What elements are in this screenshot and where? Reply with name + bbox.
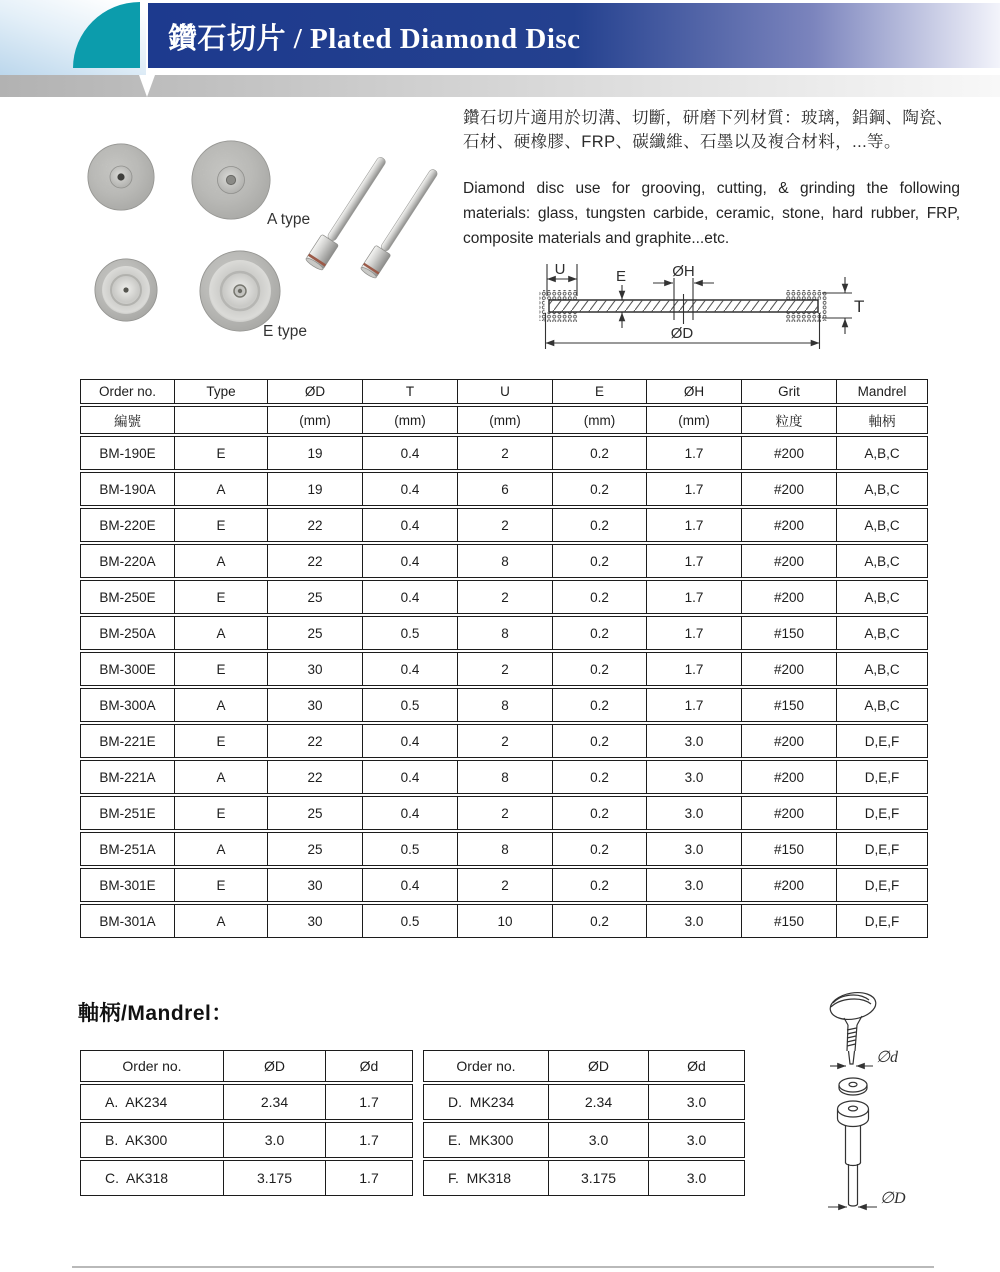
svg-text:ØD: ØD <box>670 325 694 342</box>
svg-text:∅d: ∅d <box>876 1049 898 1066</box>
table-cell: 25 <box>268 796 363 830</box>
table-row <box>80 760 928 794</box>
table-row <box>80 904 928 938</box>
table-cell: BM-300E <box>80 652 175 686</box>
table-cell: 2 <box>458 724 553 758</box>
table-cell: BM-190A <box>80 472 175 506</box>
table-row <box>80 724 928 758</box>
table-cell: 2.34 <box>549 1084 649 1120</box>
table-cell: 8 <box>458 760 553 794</box>
table-row <box>80 868 928 902</box>
table-cell: Type <box>175 379 268 404</box>
svg-text:ØH: ØH <box>672 263 695 280</box>
table-cell: 3.0 <box>647 832 742 866</box>
mandrel-table-header <box>423 1050 745 1082</box>
table-cell: BM-251E <box>80 796 175 830</box>
table-cell: ØH <box>647 379 742 404</box>
table-cell: 1.7 <box>326 1160 413 1196</box>
table-cell: BM-301E <box>80 868 175 902</box>
page-title: 鑽石切片 / Plated Diamond Disc <box>168 23 581 55</box>
table-cell: 1.7 <box>647 508 742 542</box>
table-cell: 3.0 <box>224 1122 326 1158</box>
table-cell: 3.0 <box>647 724 742 758</box>
table-cell: 3.0 <box>649 1084 745 1120</box>
table-row <box>423 1050 745 1082</box>
table-cell: 0.4 <box>363 760 458 794</box>
table-cell: E <box>175 652 268 686</box>
table-cell: 2 <box>458 508 553 542</box>
table-cell: B. AK300 <box>80 1122 224 1158</box>
table-cell: 30 <box>268 904 363 938</box>
table-cell: #200 <box>742 580 837 614</box>
table-cell: #150 <box>742 616 837 650</box>
table-cell: 8 <box>458 544 553 578</box>
table-cell: BM-300A <box>80 688 175 722</box>
table-cell: 0.2 <box>553 688 647 722</box>
disc-cross-section <box>549 278 818 324</box>
table-cell: A,B,C <box>837 508 928 542</box>
table-cell: E <box>553 379 647 404</box>
mandrel-shaft <box>838 1101 869 1206</box>
table-cell: 0.2 <box>553 724 647 758</box>
table-cell: 0.4 <box>363 508 458 542</box>
table-cell: 0.4 <box>363 472 458 506</box>
table-cell: Ød <box>326 1050 413 1082</box>
dimension-t <box>822 277 864 334</box>
table-cell: 19 <box>268 436 363 470</box>
svg-text:U: U <box>554 261 566 278</box>
mandrel-screw <box>828 989 878 1064</box>
table-row <box>423 1084 745 1120</box>
table-cell: 2.34 <box>224 1084 326 1120</box>
spec-table-body <box>80 436 928 938</box>
table-cell: 0.2 <box>553 472 647 506</box>
table-cell: BM-221E <box>80 724 175 758</box>
table-cell: #150 <box>742 832 837 866</box>
table-cell: D,E,F <box>837 796 928 830</box>
table-cell: 0.2 <box>553 868 647 902</box>
table-row <box>423 1160 745 1196</box>
disc-a-large <box>192 141 270 219</box>
table-cell: E <box>175 868 268 902</box>
table-cell: (mm) <box>553 406 647 434</box>
table-row <box>80 652 928 686</box>
mandrel-exploded-diagram <box>800 985 1000 1220</box>
table-cell: #200 <box>742 508 837 542</box>
table-cell: 22 <box>268 544 363 578</box>
table-cell: 1.7 <box>647 544 742 578</box>
table-cell: 0.5 <box>363 832 458 866</box>
table-row <box>80 1084 413 1120</box>
table-cell: Mandrel <box>837 379 928 404</box>
table-cell: 軸柄 <box>837 406 928 434</box>
table-cell: A,B,C <box>837 580 928 614</box>
table-cell: A <box>175 616 268 650</box>
table-cell: Ød <box>649 1050 745 1082</box>
table-cell: A,B,C <box>837 544 928 578</box>
table-cell: 8 <box>458 688 553 722</box>
table-cell: A,B,C <box>837 616 928 650</box>
table-cell: (mm) <box>647 406 742 434</box>
dimension-d <box>546 313 820 349</box>
mandrel-section-heading: 軸柄/Mandrel： <box>78 1002 233 1025</box>
table-cell: #150 <box>742 688 837 722</box>
table-cell: 3.0 <box>647 760 742 794</box>
table-cell: 6 <box>458 472 553 506</box>
table-cell: D. MK234 <box>423 1084 549 1120</box>
disc-a-small <box>88 144 154 210</box>
table-cell: 3.0 <box>647 904 742 938</box>
table-cell: #200 <box>742 796 837 830</box>
table-cell: A <box>175 832 268 866</box>
table-cell: A,B,C <box>837 652 928 686</box>
table-cell <box>175 406 268 434</box>
table-cell: Order no. <box>80 379 175 404</box>
table-row <box>80 1122 413 1158</box>
table-cell: #200 <box>742 724 837 758</box>
mandrel-dim-small <box>830 1049 899 1066</box>
table-cell: 0.2 <box>553 436 647 470</box>
table-cell: 0.4 <box>363 544 458 578</box>
table-cell: 0.4 <box>363 436 458 470</box>
spec-table <box>80 377 928 940</box>
header-notch <box>139 75 155 97</box>
table-cell: 0.5 <box>363 616 458 650</box>
table-cell: #200 <box>742 652 837 686</box>
table-cell: E <box>175 796 268 830</box>
table-cell: BM-251A <box>80 832 175 866</box>
table-cell: ØD <box>268 379 363 404</box>
table-cell: 0.2 <box>553 904 647 938</box>
table-cell: A <box>175 688 268 722</box>
footer-divider <box>72 1266 934 1268</box>
table-cell: BM-250A <box>80 616 175 650</box>
table-cell: 3.0 <box>549 1122 649 1158</box>
table-cell: 3.175 <box>224 1160 326 1196</box>
table-cell: 0.4 <box>363 796 458 830</box>
table-cell: A,B,C <box>837 472 928 506</box>
table-cell: 22 <box>268 724 363 758</box>
table-row <box>80 1160 413 1196</box>
table-cell: #200 <box>742 760 837 794</box>
dimension-h <box>653 263 714 283</box>
table-row <box>80 616 928 650</box>
table-cell: BM-301A <box>80 904 175 938</box>
table-cell: #200 <box>742 544 837 578</box>
table-cell: E <box>175 508 268 542</box>
mandrel-table-body <box>80 1084 413 1196</box>
table-cell: Grit <box>742 379 837 404</box>
mandrel-table-mk <box>423 1048 745 1198</box>
product-photos <box>60 98 460 360</box>
table-cell: 1.7 <box>326 1122 413 1158</box>
table-cell: 0.5 <box>363 688 458 722</box>
table-cell: A <box>175 904 268 938</box>
table-cell: 0.4 <box>363 868 458 902</box>
table-cell: A <box>175 760 268 794</box>
svg-text:E: E <box>615 268 627 285</box>
table-row <box>80 472 928 506</box>
table-cell: 0.2 <box>553 508 647 542</box>
table-cell: 25 <box>268 580 363 614</box>
table-cell: (mm) <box>268 406 363 434</box>
table-cell: 0.4 <box>363 652 458 686</box>
table-cell: U <box>458 379 553 404</box>
table-cell: 30 <box>268 868 363 902</box>
table-cell: BM-220A <box>80 544 175 578</box>
table-cell: 25 <box>268 832 363 866</box>
table-cell: 0.2 <box>553 544 647 578</box>
table-cell: 3.0 <box>647 796 742 830</box>
intro-text-en: Diamond disc use for grooving, cutting, & grinding the following materials: glass, tungsten carbide, ceramic, stone, hard rubber, FRP, composite materials and graphite...etc. <box>463 180 960 247</box>
table-row <box>80 688 928 722</box>
table-cell: (mm) <box>458 406 553 434</box>
table-cell: 1.7 <box>647 472 742 506</box>
table-cell: D,E,F <box>837 760 928 794</box>
table-row <box>80 544 928 578</box>
table-cell: 0.5 <box>363 904 458 938</box>
table-cell: 22 <box>268 508 363 542</box>
table-cell: (mm) <box>363 406 458 434</box>
table-cell: Order no. <box>423 1050 549 1082</box>
table-cell: A <box>175 472 268 506</box>
dimension-e <box>616 268 626 328</box>
table-row <box>80 406 928 434</box>
table-cell: 1.7 <box>647 580 742 614</box>
intro-text-zh: 鑽石切片適用於切溝、切斷，研磨下列材質：玻璃，鋁鋼、陶瓷、石材、硬橡膠、FRP、碳纖維、石墨以及複合材料，...等。 <box>463 109 954 151</box>
mandrel-table-body <box>423 1084 745 1196</box>
table-cell: 3.175 <box>549 1160 649 1196</box>
table-cell: A. AK234 <box>80 1084 224 1120</box>
mandrel-washer <box>839 1078 867 1095</box>
table-cell: 19 <box>268 472 363 506</box>
table-cell: A,B,C <box>837 688 928 722</box>
table-cell: BM-190E <box>80 436 175 470</box>
mandrel-table-header <box>80 1050 413 1082</box>
table-cell: 3.0 <box>649 1160 745 1196</box>
table-cell: 2 <box>458 436 553 470</box>
table-cell: 2 <box>458 796 553 830</box>
table-cell: #200 <box>742 436 837 470</box>
table-cell: 0.2 <box>553 832 647 866</box>
table-cell: 0.2 <box>553 580 647 614</box>
table-cell: ØD <box>224 1050 326 1082</box>
disc-e-large <box>200 251 280 331</box>
table-cell: A,B,C <box>837 436 928 470</box>
table-row <box>80 580 928 614</box>
spec-table-header <box>80 379 928 434</box>
table-row <box>80 832 928 866</box>
table-cell: 1.7 <box>647 688 742 722</box>
table-cell: 0.2 <box>553 652 647 686</box>
table-cell: 粒度 <box>742 406 837 434</box>
table-cell: E <box>175 580 268 614</box>
table-row <box>80 379 928 404</box>
table-cell: #150 <box>742 904 837 938</box>
table-cell: 0.2 <box>553 616 647 650</box>
table-cell: F. MK318 <box>423 1160 549 1196</box>
table-cell: E <box>175 436 268 470</box>
table-cell: #200 <box>742 472 837 506</box>
mandrel-dim-big <box>828 1190 906 1207</box>
table-cell: ØD <box>549 1050 649 1082</box>
table-cell: D,E,F <box>837 832 928 866</box>
header-band <box>148 3 1000 68</box>
svg-text:∅D: ∅D <box>880 1190 906 1207</box>
e-type-label: E type <box>263 323 307 340</box>
table-cell: BM-220E <box>80 508 175 542</box>
table-cell: 8 <box>458 832 553 866</box>
table-row <box>423 1122 745 1158</box>
table-row <box>80 1050 413 1082</box>
table-cell: E. MK300 <box>423 1122 549 1158</box>
table-cell: #200 <box>742 868 837 902</box>
table-cell: C. AK318 <box>80 1160 224 1196</box>
table-cell: 2 <box>458 868 553 902</box>
table-cell: 1.7 <box>326 1084 413 1120</box>
mandrel-table-ak <box>80 1048 413 1198</box>
table-cell: BM-250E <box>80 580 175 614</box>
table-cell: Order no. <box>80 1050 224 1082</box>
table-row <box>80 436 928 470</box>
table-cell: 3.0 <box>649 1122 745 1158</box>
table-cell: 8 <box>458 616 553 650</box>
table-cell: 1.7 <box>647 436 742 470</box>
table-cell: 1.7 <box>647 616 742 650</box>
table-row <box>80 508 928 542</box>
table-cell: 10 <box>458 904 553 938</box>
table-cell: E <box>175 724 268 758</box>
table-cell: 30 <box>268 688 363 722</box>
table-cell: 0.2 <box>553 796 647 830</box>
table-cell: 0.2 <box>553 760 647 794</box>
table-cell: D,E,F <box>837 868 928 902</box>
table-cell: BM-221A <box>80 760 175 794</box>
svg-text:T: T <box>854 297 865 316</box>
table-cell: A <box>175 544 268 578</box>
table-cell: 2 <box>458 652 553 686</box>
table-cell: 0.4 <box>363 724 458 758</box>
table-cell: 3.0 <box>647 868 742 902</box>
table-cell: 22 <box>268 760 363 794</box>
table-cell: 編號 <box>80 406 175 434</box>
table-row <box>80 796 928 830</box>
table-cell: 0.4 <box>363 580 458 614</box>
table-cell: 1.7 <box>647 652 742 686</box>
disc-dimension-diagram <box>500 250 900 370</box>
table-cell: D,E,F <box>837 904 928 938</box>
disc-e-small <box>95 259 157 321</box>
table-cell: 30 <box>268 652 363 686</box>
table-cell: D,E,F <box>837 724 928 758</box>
table-cell: 2 <box>458 580 553 614</box>
a-type-label: A type <box>267 211 311 228</box>
table-cell: 25 <box>268 616 363 650</box>
table-cell: T <box>363 379 458 404</box>
